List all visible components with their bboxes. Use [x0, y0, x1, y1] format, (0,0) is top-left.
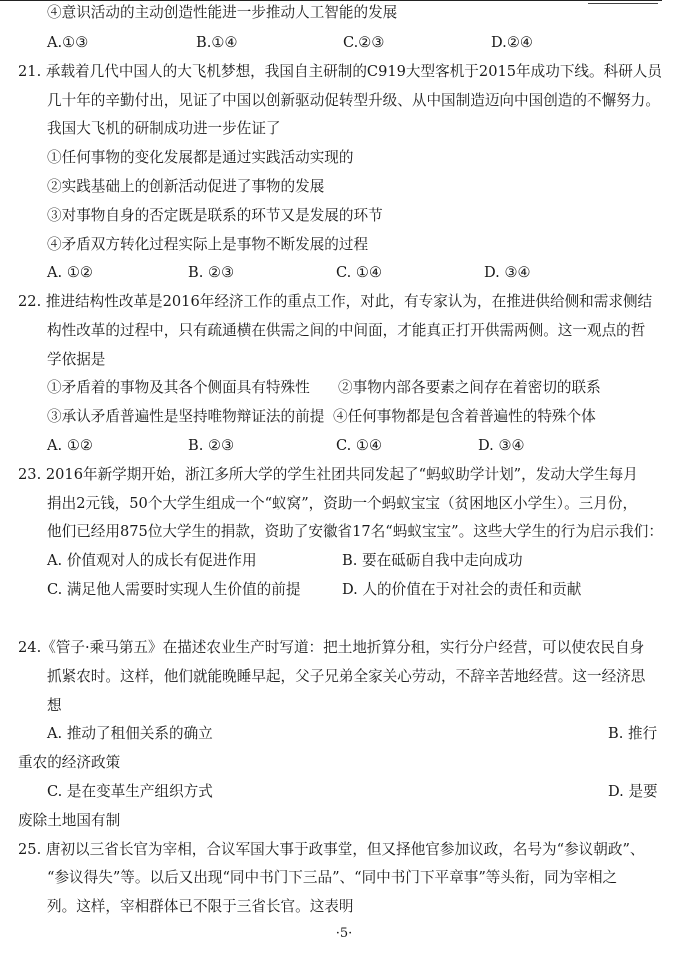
q20-option-d: D.②④: [491, 34, 533, 51]
q22-option-a: A. ①②: [47, 437, 93, 454]
q24-stem-line-3: 想: [47, 697, 62, 714]
q25-stem-line-3: 列。这样，宰相群体已不限于三省长官。这表明: [47, 898, 354, 915]
q21-stem-line-2: 几十年的辛勤付出，见证了中国以创新驱动促转型升级、从中国制造迈向中国创造的不懈努力。: [47, 92, 660, 109]
q21-item-2: ②实践基础上的创新活动促进了事物的发展: [47, 178, 325, 195]
q21-option-c: C. ①④: [336, 264, 383, 281]
q23-option-b: B. 要在砥砺自我中走向成功: [342, 552, 523, 569]
q22-option-d: D. ③④: [478, 437, 525, 454]
q22-items-row-1: [0, 378, 688, 398]
q24-option-d-tail: 废除土地国有制: [18, 812, 121, 829]
q20-option-a: A.①③: [47, 34, 89, 51]
q22-item-4: ④任何事物都是包含着普遍性的特殊个体: [333, 408, 596, 425]
q24-option-c: C. 是在变革生产组织方式: [47, 783, 213, 800]
q22-items-row-2: [0, 407, 688, 427]
q24-option-d-head: D. 是要: [608, 783, 658, 800]
q24-stem-line-2: 抓紧农时。这样，他们就能晚睡早起，父子兄弟全家关心劳动，不辞辛苦地经营。这一经济思: [47, 668, 646, 685]
q21-stem-line-3: 我国大飞机的研制成功进一步佐证了: [47, 120, 281, 137]
q24-option-a: A. 推动了租佃关系的确立: [47, 725, 213, 742]
q22-stem-line-1: 22. 推进结构性改革是2016年经济工作的重点工作，对此，有专家认为，在推进供给侧和需求侧结: [18, 293, 653, 310]
q21-option-a: A. ①②: [47, 264, 93, 281]
q21-options: [0, 263, 688, 283]
q21-option-d: D. ③④: [484, 264, 531, 281]
q24-options-row-2: [0, 782, 688, 802]
q20-item-4: ④意识活动的主动创造性能进一步推动人工智能的发展: [47, 4, 398, 21]
q22-stem-line-3: 学依据是: [47, 351, 106, 368]
q20-options: [0, 33, 688, 53]
page-number: ·5·: [335, 926, 353, 941]
q23-option-c: C. 满足他人需要时实现人生价值的前提: [47, 581, 301, 598]
q25-stem-line-1: 25. 唐初以三省长官为宰相，合议军国大事于政事堂，但又择他官参加议政，名号为“参议朝政”、: [18, 841, 645, 858]
q24-option-b-head: B. 推行: [608, 725, 658, 742]
q22-stem-line-2: 构性改革的过程中，只有疏通横在供需之间的中间面，才能真正打开供需两侧。这一观点的哲: [47, 322, 646, 339]
q21-option-b: B. ②③: [188, 264, 235, 281]
q23-option-d: D. 人的价值在于对社会的责任和贡献: [342, 581, 582, 598]
q24-stem-line-1: 24.《管子·乘马第五》在描述农业生产时写道：把土地折算分租，实行分户经营，可以使农民自身: [18, 639, 645, 656]
q24-options-row-1: [0, 724, 688, 744]
q23-options-row-1: [0, 551, 688, 571]
q24-option-b-tail: 重农的经济政策: [18, 754, 121, 771]
q22-item-3: ③承认矛盾普遍性是坚持唯物辩证法的前提: [47, 408, 325, 425]
q23-stem-line-2: 捐出2元钱，50个大学生组成一个“蚁窝”，资助一个蚂蚁宝宝（贫困地区小学生）。三月份，: [47, 495, 638, 512]
q22-item-1: ①矛盾着的事物及其各个侧面具有特殊性: [47, 379, 310, 396]
q25-stem-line-2: “参议得失”等。以后又出现“同中书门下三品”、“同中书门下平章事”等头衔，同为宰相之: [47, 869, 618, 886]
q20-option-c: C.②③: [343, 34, 385, 51]
q22-item-2: ②事物内部各要素之间存在着密切的联系: [338, 379, 601, 396]
q21-item-1: ①任何事物的变化发展都是通过实践活动实现的: [47, 149, 354, 166]
q23-stem-line-3: 他们已经用875位大学生的捐款，资助了安徽省17名“蚂蚁宝宝”。这些大学生的行为启示我们：: [47, 523, 663, 540]
q21-item-4: ④矛盾双方转化过程实际上是事物不断发展的过程: [47, 236, 369, 253]
q22-option-c: C. ①④: [336, 437, 383, 454]
q21-stem-line-1: 21. 承载着几代中国人的大飞机梦想，我国自主研制的C919大型客机于2015年成功下线。科研人员: [18, 63, 662, 80]
q21-item-3: ③对事物自身的否定既是联系的环节又是发展的环节: [47, 207, 383, 224]
q23-options-row-2: [0, 580, 688, 600]
q23-option-a: A. 价值观对人的成长有促进作用: [47, 552, 257, 569]
page-top-mark: [588, 0, 658, 4]
q20-option-b: B.①④: [196, 34, 238, 51]
q23-stem-line-1: 23. 2016年新学期开始，浙江多所大学的学生社团共同发起了“蚂蚁助学计划”，发动大学生每月: [18, 466, 638, 483]
q22-option-b: B. ②③: [188, 437, 235, 454]
q22-options: [0, 436, 688, 456]
